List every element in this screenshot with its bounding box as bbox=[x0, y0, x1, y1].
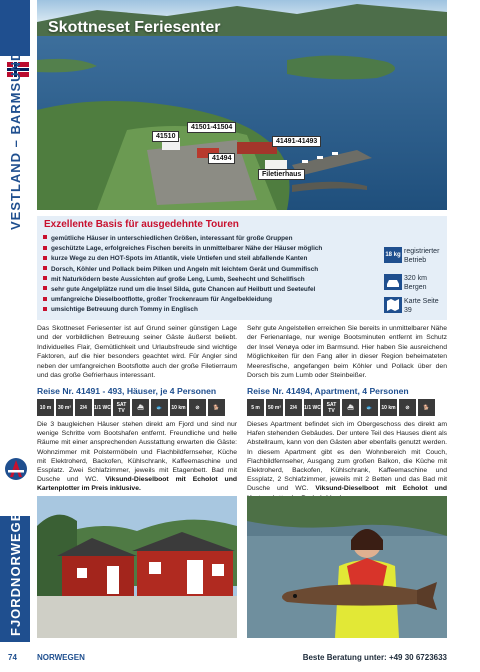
intro-text-right: Sehr gute Angelstellen erreichen Sie bereits in unmittelbarer Nähe der Ferienanlage, nur wenige Bootsminuten entfernt im Schutz der Insel Venøya oder im Barmsund. Hier haben Sie ausreichend Möglichkeiten für den Fang aller in dieser Region beheimateten Meeresfische, angefangen beim Köhler und Pollack über den Dorsch bis zum Lumb oder Steinbeißer. bbox=[247, 325, 447, 380]
houses-photo bbox=[37, 496, 237, 638]
no-smoking-icon: ⊘ bbox=[399, 399, 416, 416]
list-item: gemütliche Häuser in unterschiedlichen Größen, interessant für große Gruppen bbox=[43, 234, 378, 244]
page-number: 74 bbox=[8, 653, 17, 662]
amenity-icons bbox=[37, 399, 225, 416]
house-label: 41510 bbox=[152, 131, 179, 142]
trip-title: Reise Nr. 41491 - 493, Häuser, je 4 Personen bbox=[37, 386, 217, 396]
sat-tv-icon: SAT TV bbox=[113, 399, 130, 416]
brand-logo-icon bbox=[4, 456, 28, 482]
list-item: sehr gute Angelplätze rund um die Insel Silda, gute Chancen auf Heilbutt und Seeteufel bbox=[43, 285, 378, 295]
registered-text: registrierter Betrieb bbox=[404, 248, 440, 264]
no-smoking-icon: ⊘ bbox=[189, 399, 206, 416]
angler-photo bbox=[247, 496, 447, 638]
area-label: FJORDNORWEGEN bbox=[8, 501, 23, 636]
list-item: mit Naturködern beste Aussichten auf große Leng, Lumb, Seehecht und Schellfisch bbox=[43, 275, 378, 285]
sidebar-top-strip bbox=[0, 0, 30, 56]
fish-icon: 🐟 bbox=[151, 399, 168, 416]
region-label: VESTLAND – BARMSUND bbox=[8, 50, 23, 230]
shop-distance-icon: 10 km bbox=[380, 399, 397, 416]
sidebar bbox=[0, 0, 30, 672]
intro-text-left: Das Skottneset Feriesenter ist auf Grund seiner günstigen Lage und der vorbildlichen Betreuung seiner Gäste äußerst beliebt. Individuelles Flair, Gemütlichkeit und Urlaubsfreude sind wichtige Faktoren, auf die hier besonders geachtet wird. Für Angler sind neben der umfangreichen Bootsflotte auch der große Filetierraum und das große Gefrierhaus interessant. bbox=[37, 325, 237, 380]
area-icon: 50 m² bbox=[266, 399, 283, 416]
shop-distance-icon: 10 km bbox=[170, 399, 187, 416]
map-icon bbox=[384, 297, 402, 313]
page-title: Skottneset Feriesenter bbox=[48, 19, 221, 36]
feature-title: Exzellente Basis für ausgedehnte Touren bbox=[44, 219, 239, 230]
trip-description: Dieses Apartment befindet sich im Obergeschoss des direkt am Hafen stehenden Gebäudes. Der untere Teil des Hauses dient als Abstellraum, kann von den Gästen aber ebenfalls genutzt werden. In diesem Apartment gibt es den Wohnbereich mit Couch, Flachbildfernseher, Ausgang zum großen Balkon, die Küche mit Elektroherd, Backofen, Kühlschrank, Kaffeemaschine und Essplatz, 2 Schlafzimmer, jeweils mit 2 Betten und das Bad mit Dusche und WC. Viksund-Dieselboot mit Echolot und bbox=[247, 421, 448, 493]
list-item: kurze Wege zu den HOT-Spots im Atlantik, viele Untiefen und steil abfallende Kanten bbox=[43, 254, 378, 264]
fish-icon: 🐟 bbox=[361, 399, 378, 416]
house-label: Filetierhaus bbox=[258, 169, 305, 180]
pets-icon: 🐕 bbox=[418, 399, 435, 416]
list-item: geschützte Lage, erfolgreiches Fischen bereits in unmittelbarer Nähe der Häuser möglich bbox=[43, 244, 378, 254]
map-reference: Karte Seite 39 bbox=[404, 298, 439, 314]
distance-water-icon: 5 m bbox=[247, 399, 264, 416]
car-icon bbox=[384, 274, 402, 290]
amenity-icons bbox=[247, 399, 435, 416]
sat-tv-icon: SAT TV bbox=[323, 399, 340, 416]
boat-icon: ⛴ bbox=[342, 399, 359, 416]
footer-contact: Beste Beratung unter: +49 30 6723633 bbox=[302, 653, 447, 662]
bathroom-icon: 1/1 WC bbox=[94, 399, 111, 416]
rooms-icon: 2/4 bbox=[75, 399, 92, 416]
list-item: umsichtige Betreuung durch Tommy in Englisch bbox=[43, 305, 378, 315]
trip-title: Reise Nr. 41494, Apartment, 4 Personen bbox=[247, 386, 409, 396]
boat-icon: ⛴ bbox=[132, 399, 149, 416]
rooms-icon: 2/4 bbox=[285, 399, 302, 416]
trip-description: Die 3 baugleichen Häuser stehen direkt am Fjord und sind nur wenige Schritte vom Bootshafen entfernt. Freundliche und helle Räume mit einer ansprechenden Ausstattung erwarten die Gäste: Wohnzimmer mit Polstermöbeln und Flachbildfernseher, Küche mit Elektroherd, Backofen, Kühlschrank, Kaffeemaschine und Essplatz. Zwei Schlafzimmer, jeweils mit Etagenbett. Bad mit Dusche und WC. Viksund-Dieselboot mit Echolot und Kartenplotter im Preis inklusive. bbox=[37, 421, 238, 493]
house-label: 41491-41493 bbox=[272, 136, 321, 147]
weight-limit-icon: 18 kg bbox=[384, 247, 402, 263]
footer-country: NORWEGEN bbox=[37, 653, 85, 662]
bathroom-icon: 1/1 WC bbox=[304, 399, 321, 416]
house-label: 41501-41504 bbox=[187, 122, 236, 133]
distance-water-icon: 10 m bbox=[37, 399, 54, 416]
feature-list bbox=[43, 234, 378, 316]
distance-text: 320 km Bergen bbox=[404, 275, 427, 291]
house-label: 41494 bbox=[208, 153, 235, 164]
list-item: Dorsch, Köhler und Pollack beim Pilken und Angeln mit leichtem Gerät und Gummifisch bbox=[43, 265, 378, 275]
list-item: umfangreiche Dieselbootflotte, großer Trockenraum für Angelbekleidung bbox=[43, 295, 378, 305]
area-icon: 30 m² bbox=[56, 399, 73, 416]
pets-icon: 🐕 bbox=[208, 399, 225, 416]
